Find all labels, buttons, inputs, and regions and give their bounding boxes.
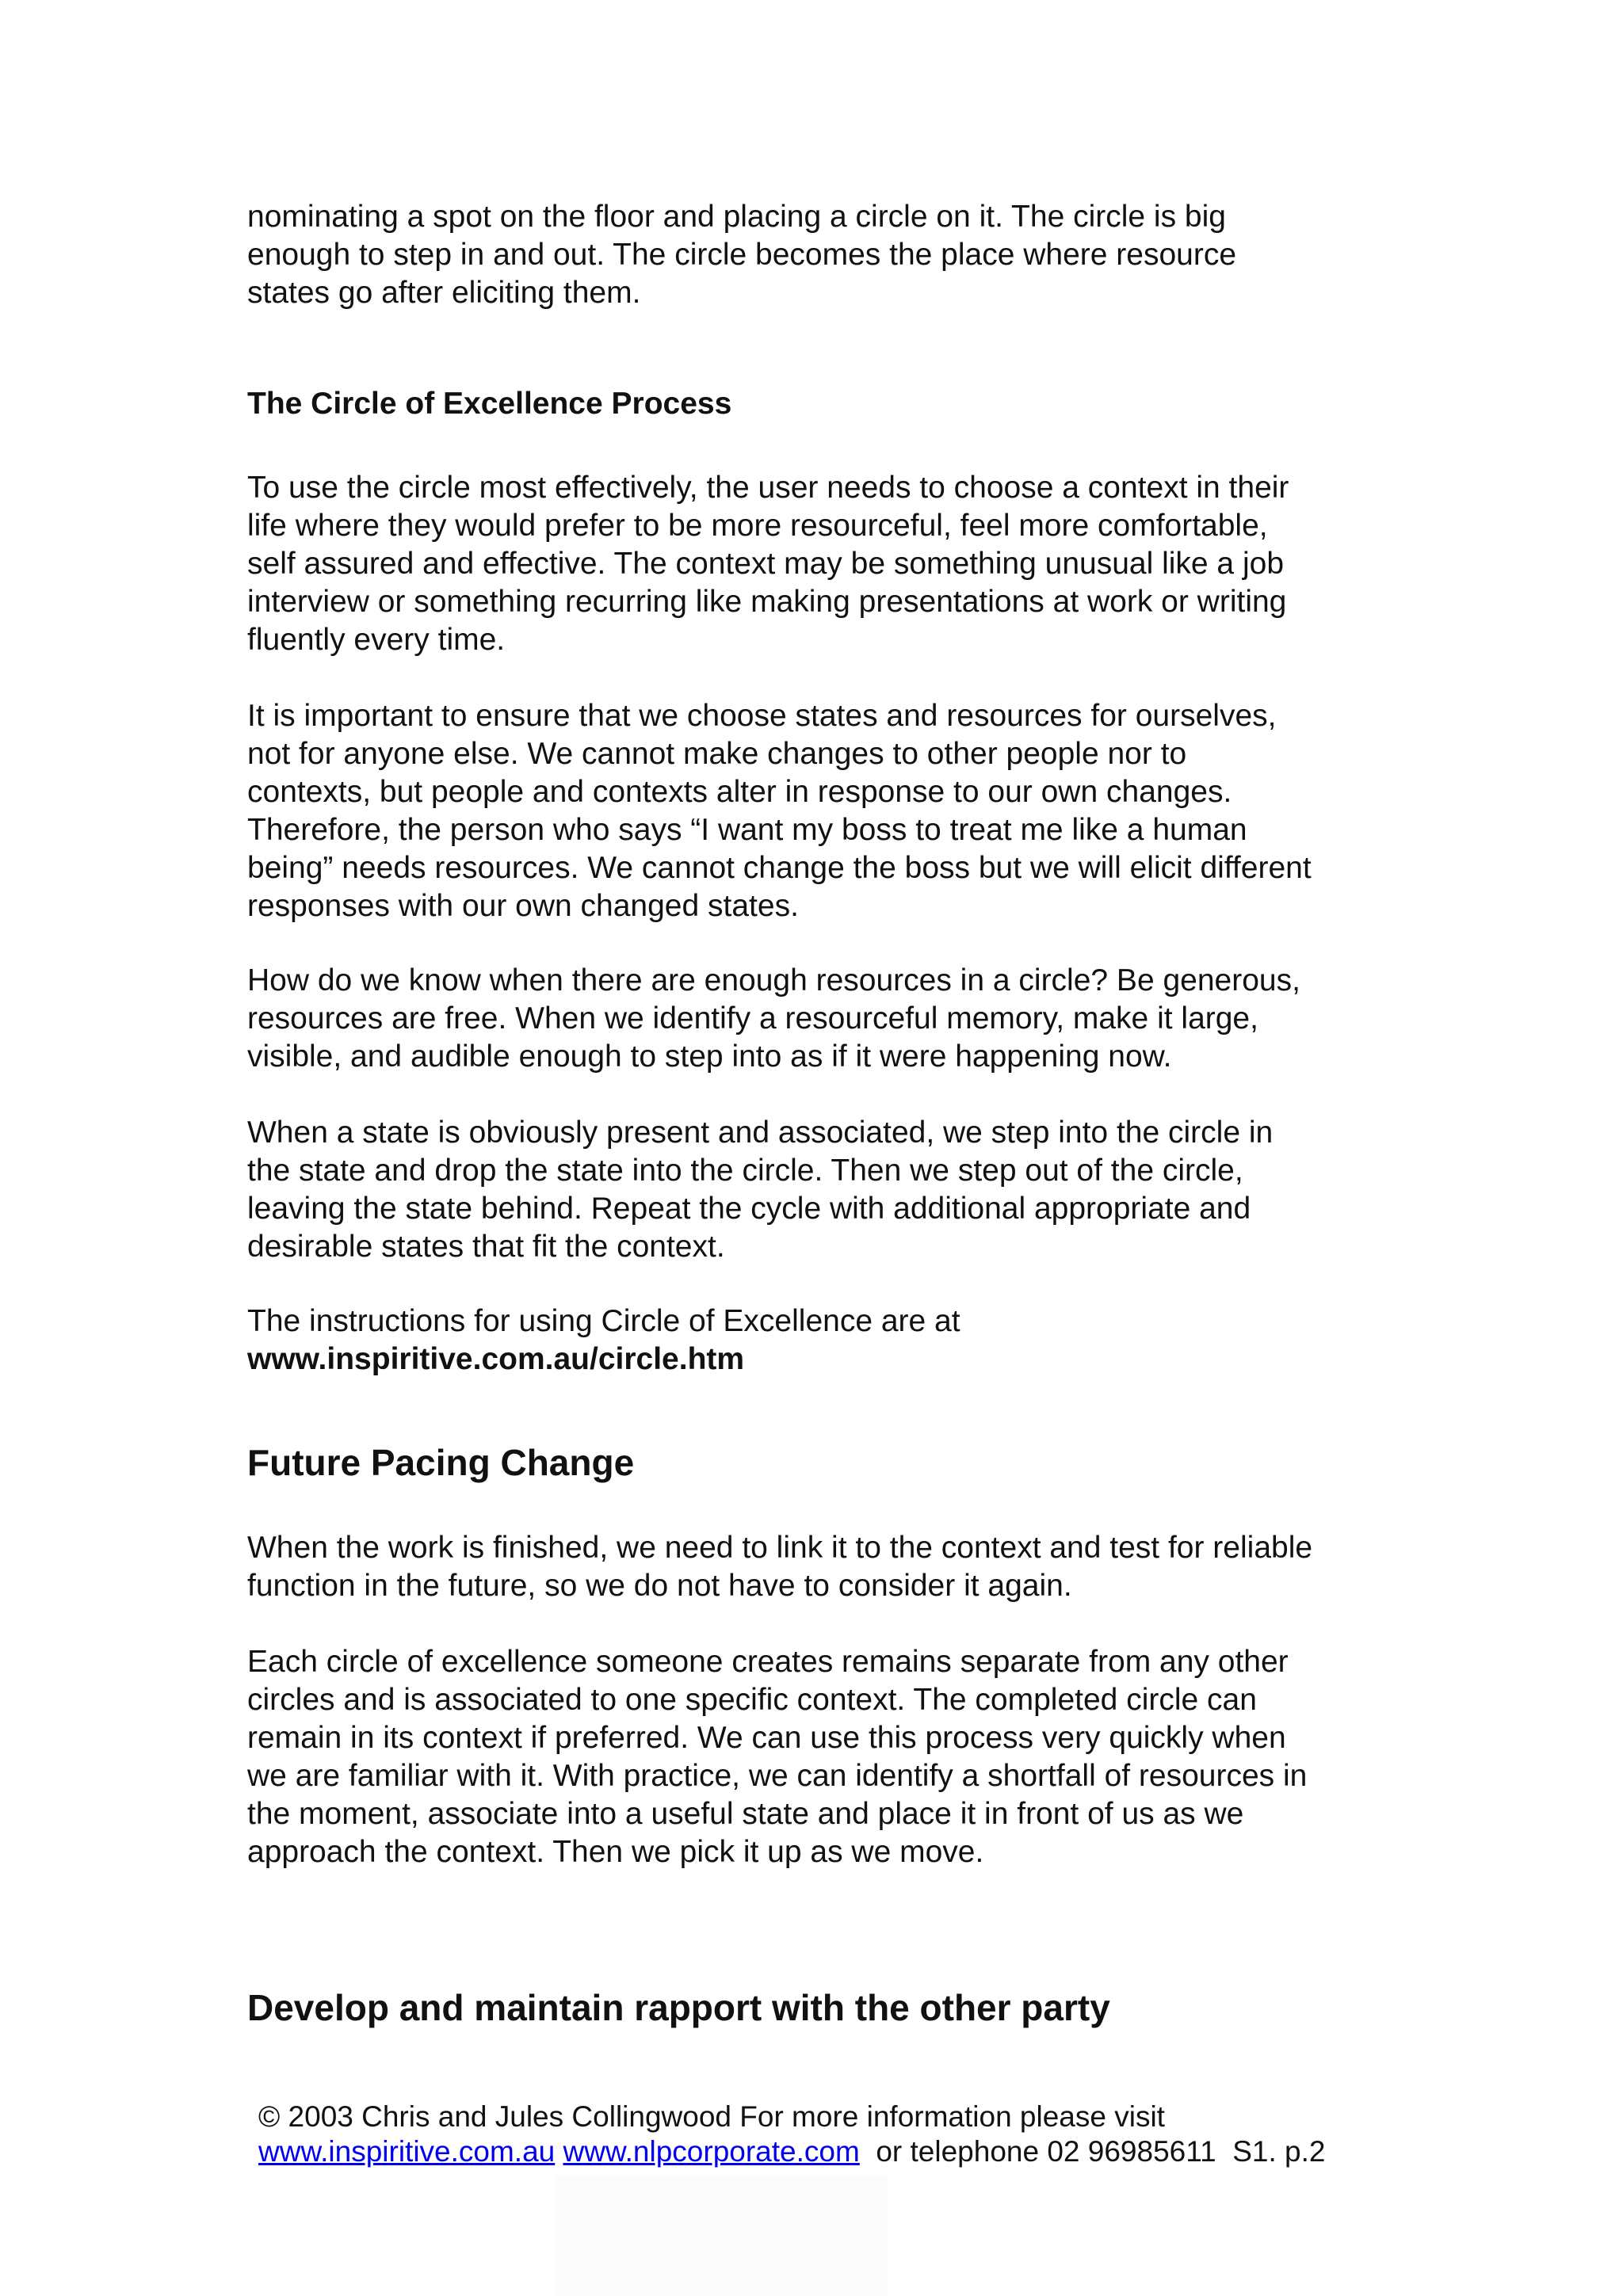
- text-line: Each circle of excellence someone creates remains separate from any other: [247, 1645, 1289, 1679]
- inspiritive-link[interactable]: www.inspiritive.com.au: [258, 2135, 556, 2168]
- circle-process-paragraph: [247, 962, 1404, 1076]
- text-line: When a state is obviously present and associated, we step into the circle in: [247, 1116, 1274, 1150]
- text-line: circles and is associated to one specific context. The completed circle can: [247, 1683, 1257, 1717]
- circle-process-paragraph: [247, 469, 1404, 659]
- text-line: fluently every time.: [247, 623, 506, 657]
- text-line: nominating a spot on the floor and placing a circle on it. The circle is big: [247, 200, 1226, 234]
- text-line: approach the context. Then we pick it up as we move.: [247, 1835, 984, 1869]
- text-line: enough to step in and out. The circle becomes the place where resource: [247, 238, 1237, 272]
- text-line: the moment, associate into a useful state and place it in front of us as we: [247, 1797, 1244, 1831]
- text-line: the state and drop the state into the circle. Then we step out of the circle,: [247, 1154, 1243, 1188]
- text-line: desirable states that fit the context.: [247, 1230, 725, 1264]
- text-line: To use the circle most effectively, the user needs to choose a context in their: [247, 471, 1289, 505]
- text-line: not for anyone else. We cannot make changes to other people nor to: [247, 737, 1187, 771]
- text-line: contexts, but people and contexts alter in response to our own changes.: [247, 775, 1232, 809]
- circle-process-paragraph: [247, 697, 1404, 925]
- text-line: being” needs resources. We cannot change the boss but we will elicit different: [247, 851, 1312, 885]
- footer-contact: or telephone 02 96985611 S1. p.2: [859, 2135, 1326, 2168]
- scan-artifact: [555, 2175, 888, 2296]
- future-pacing-paragraph: [247, 1529, 1404, 1605]
- instructions-paragraph: [247, 1302, 1404, 1379]
- text-line: leaving the state behind. Repeat the cycle with additional appropriate and: [247, 1192, 1251, 1226]
- text-line: When the work is finished, we need to link it to the context and test for reliable: [247, 1531, 1313, 1565]
- text-line: interview or something recurring like making presentations at work or writing: [247, 585, 1287, 619]
- future-pacing-paragraph: [247, 1643, 1404, 1871]
- circle-process-paragraph: [247, 1114, 1404, 1266]
- text-line: responses with our own changed states.: [247, 889, 799, 923]
- future-pacing-heading: Future Pacing Change: [247, 1442, 635, 1483]
- text-line: resources are free. When we identify a resourceful memory, make it large,: [247, 1001, 1258, 1035]
- rapport-heading: Develop and maintain rapport with the other party: [247, 1987, 1110, 2028]
- text-line: states go after eliciting them.: [247, 276, 641, 310]
- intro-paragraph: [247, 198, 1404, 312]
- text-line: How do we know when there are enough resources in a circle? Be generous,: [247, 963, 1300, 997]
- nlpcorporate-link[interactable]: www.nlpcorporate.com: [563, 2135, 860, 2168]
- text-line: we are familiar with it. With practice, we can identify a shortfall of resources in: [247, 1759, 1308, 1793]
- instructions-url: www.inspiritive.com.au/circle.htm: [247, 1342, 745, 1376]
- text-line: remain in its context if preferred. We can use this process very quickly when: [247, 1721, 1286, 1755]
- text-line: visible, and audible enough to step into as if it were happening now.: [247, 1039, 1172, 1074]
- text-line: Therefore, the person who says “I want my boss to treat me like a human: [247, 813, 1247, 847]
- text-line: It is important to ensure that we choose states and resources for ourselves,: [247, 699, 1277, 733]
- text-line: life where they would prefer to be more resourceful, feel more comfortable,: [247, 509, 1268, 543]
- page-footer: [258, 2100, 1325, 2169]
- footer-copyright: © 2003 Chris and Jules Collingwood For more information please visit: [258, 2100, 1165, 2133]
- footer-links-line: [258, 2134, 1325, 2169]
- text-line: The instructions for using Circle of Excellence are at: [247, 1304, 960, 1338]
- circle-process-subheading: The Circle of Excellence Process: [247, 387, 732, 421]
- text-line: function in the future, so we do not have to consider it again.: [247, 1569, 1072, 1603]
- text-line: self assured and effective. The context may be something unusual like a job: [247, 547, 1285, 581]
